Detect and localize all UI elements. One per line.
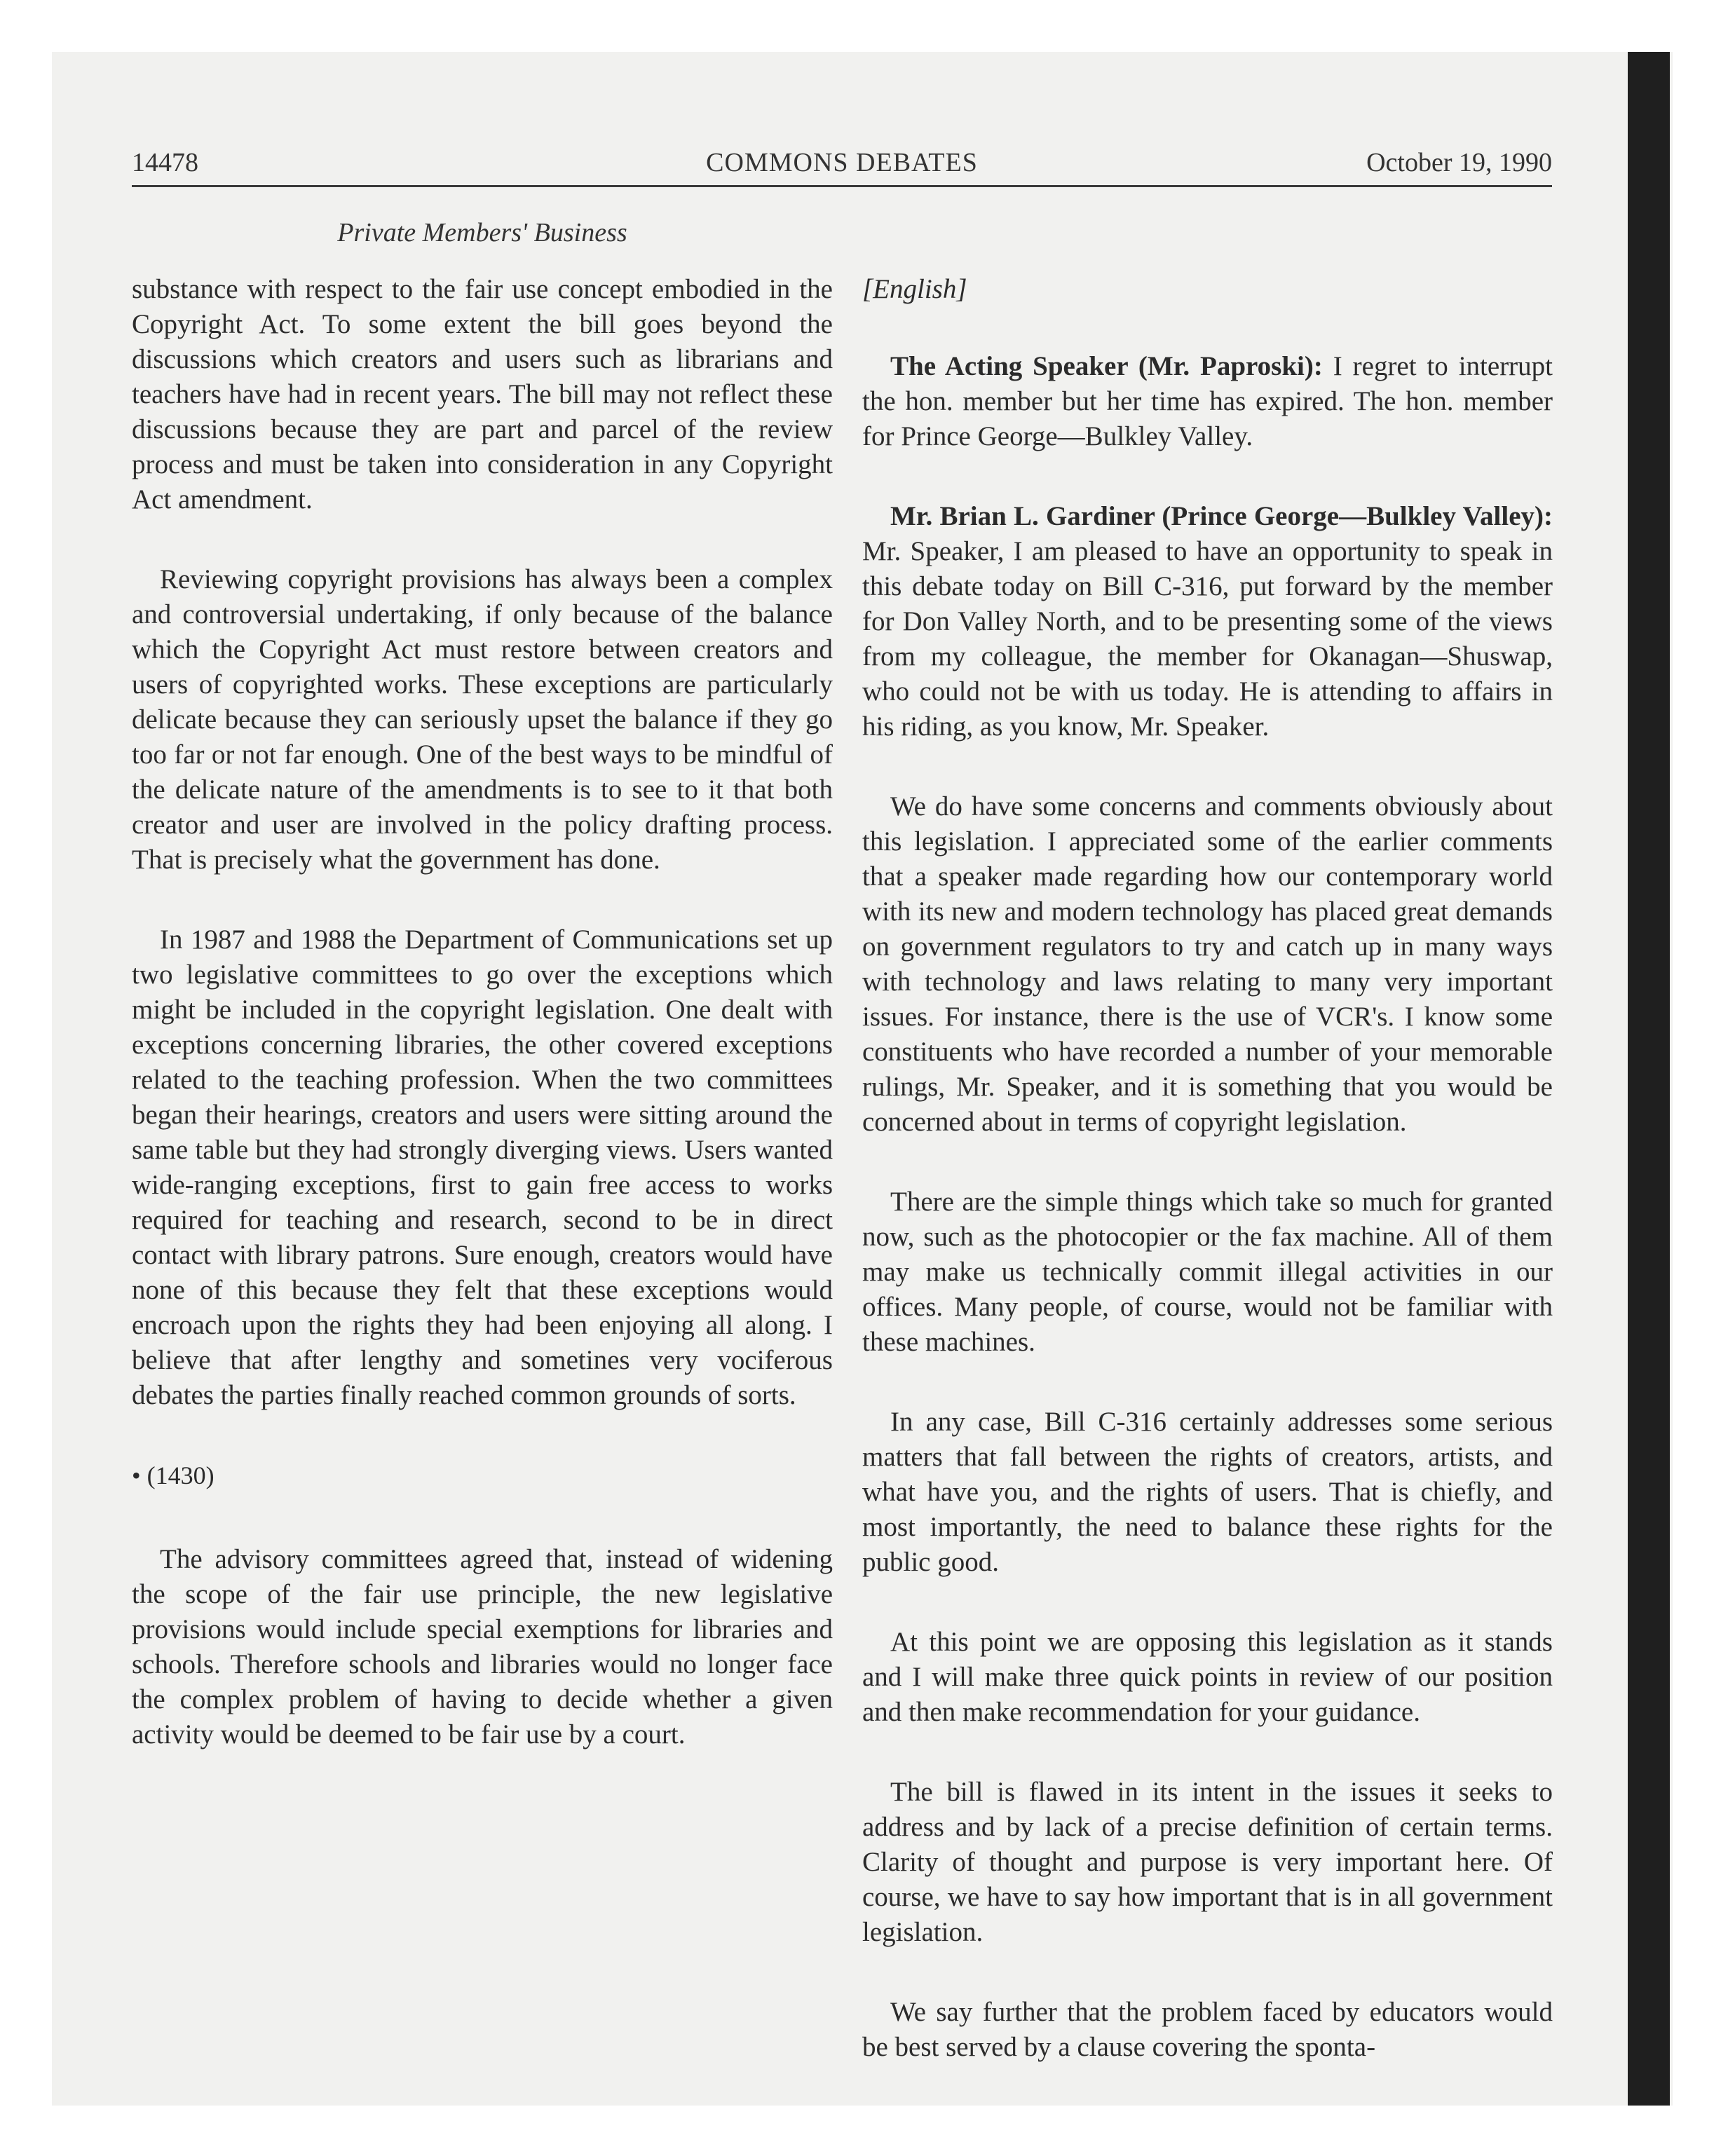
paragraph: In 1987 and 1988 the Department of Communications set up two legislative committees to go over the exceptions which might be included in the copyright legislation. One dealt with exceptions concerning libraries, the other covered exceptions related to the teaching profession. When the two committees began their hearings, creators and users were sitting around the same table but they had strongly diverging views. Users wanted wide-ranging exceptions, first to gain free access to works required for teaching and research, second to be in direct contact with library patrons. Sure enough, creators would have none of this because they felt that these exceptions would encroach upon the rights they had been enjoying all along. I believe that after lengthy and sometines very vociferous debates the parties finally reached common grounds of sorts. (132, 925, 833, 1410)
time-marker: • (1430) (132, 1461, 215, 1489)
header-rule (132, 185, 1552, 187)
page-header (132, 140, 1552, 182)
paragraph: We do have some concerns and comments obviously about this legislation. I appreciated some of the earlier comments that a speaker made regarding how our contemporary world with its new and modern technology has placed great demands on government regulators to try and catch up in many ways with technology and laws relating to many very important issues. For instance, there is the use of VCR's. I know some constituents who have recorded a number of your memorable rulings, Mr. Speaker, and it is something that you would be concerned about in terms of copyright legislation. (862, 791, 1553, 1137)
paragraph: The bill is flawed in its intent in the issues it seeks to address and by lack of a precise definition of certain terms. Clarity of thought and purpose is very important here. Of course, we have to say how important that is in all government legislation. (862, 1777, 1553, 1947)
speech-text: Mr. Speaker, I am pleased to have an opportunity to speak in this debate today on Bill C-316, put forward by the member for Don Valley North, and to be presenting some of the views from my colleague, the member for Okanagan—Shuswap, who could not be with us today. He is attending to affairs in his riding, as you know, Mr. Speaker. (862, 536, 1553, 742)
speech-paragraph (862, 349, 1553, 454)
speech-text: I regret to interrupt the hon. member but her time has expired. The hon. member for Prince George—Bulkley Valley. (862, 351, 1553, 451)
paragraph: There are the simple things which take so much for granted now, such as the photocopier or the fax machine. All of them may make us technically commit illegal activities in our offices. Many people, of course, would not be familiar with these machines. (862, 1187, 1553, 1357)
right-column (862, 272, 1553, 2110)
section-label: Private Members' Business (337, 218, 627, 247)
speaker-name: The Acting Speaker (Mr. Paproski): (890, 351, 1323, 381)
speech-paragraph (862, 499, 1553, 744)
scan-edge-bar (1628, 52, 1670, 2106)
paragraph: At this point we are opposing this legislation as it stands and I will make three quick points in review of our position and then make recommendation for your guidance. (862, 1627, 1553, 1727)
paragraph: The advisory committees agreed that, instead of widening the scope of the fair use principle, the new legislative provisions would include special exemptions for libraries and schools. Therefore schools and libraries would no longer face the complex problem of having to decide whether a given activity would be deemed to be fair use by a court. (132, 1544, 833, 1749)
language-tag: [English] (862, 274, 967, 304)
paragraph: We say further that the problem faced by educators would be best served by a clause covering the sponta- (862, 1997, 1553, 2062)
paragraph: Reviewing copyright provisions has always been a complex and controversial undertaking, if only because of the balance which the Copyright Act must restore between creators and users of copyrighted works. These exceptions are particularly delicate because they can seriously upset the balance if they go too far or not far enough. One of the best ways to be mindful of the delicate nature of the amendments is to see to it that both creator and user are involved in the policy drafting process. That is precisely what the government has done. (132, 564, 833, 875)
left-column (132, 272, 833, 1797)
speaker-name: Mr. Brian L. Gardiner (Prince George—Bulkley Valley): (890, 501, 1553, 531)
publication-title: COMMONS DEBATES (706, 148, 978, 177)
page-number: 14478 (132, 148, 198, 177)
page-date: October 19, 1990 (1366, 148, 1552, 177)
paragraph: In any case, Bill C-316 certainly addresses some serious matters that fall between the rights of creators, artists, and what have you, and the rights of users. That is chiefly, and most importantly, the need to balance these rights for the public good. (862, 1407, 1553, 1577)
paragraph: substance with respect to the fair use concept embodied in the Copyright Act. To some extent the bill goes beyond the discussions which creators and users such as librarians and teachers have had in recent years. The bill may not reflect these discussions because they are part and parcel of the review process and must be taken into consideration in any Copyright Act amendment. (132, 274, 833, 514)
